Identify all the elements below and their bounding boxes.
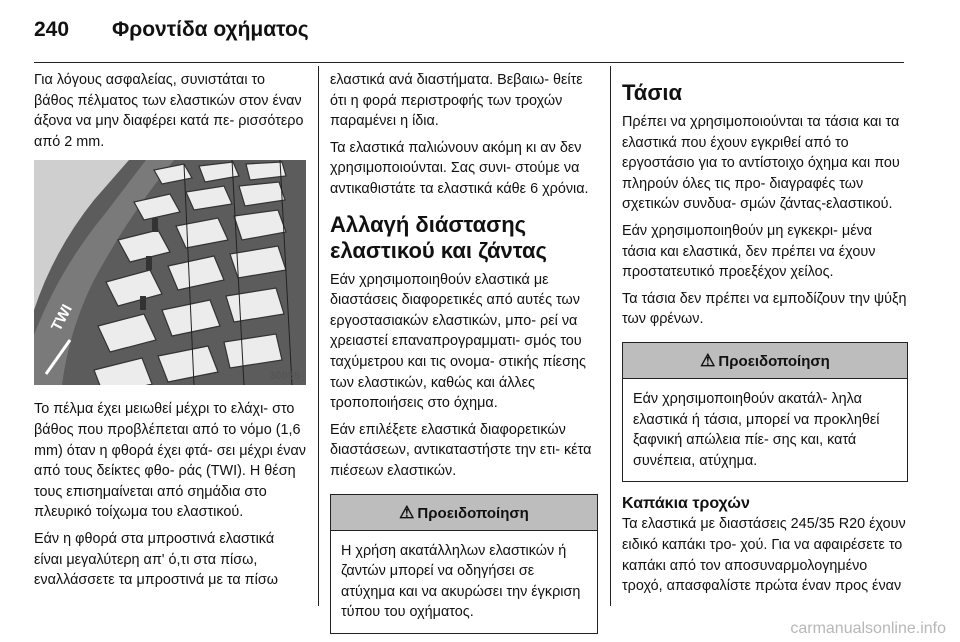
- warning-text: Η χρήση ακατάλληλων ελαστικών ή ζαντών μπορεί να οδηγήσει σε ατύχημα και να ακυρώσει την έγκριση τύπου του οχήματος.: [341, 542, 581, 621]
- column-divider: [318, 66, 319, 606]
- page-header: [34, 18, 309, 48]
- paragraph: Το πέλμα έχει μειωθεί μέχρι το ελάχι- στο βάθος που προβλέπεται από το νόμο (1,6 mm) όταν η φθορά έχει φτά- σει μέχρι έναν από τους δείκτες φθο- ράς (TWI). Η θέση τους επισημαίνεται από σημάδια στο πλευρικό τοίχωμα του ελαστικού.: [34, 401, 306, 521]
- paragraph: Τα ελαστικά παλιώνουν ακόμη κι αν δεν χρησιμοποιούνται. Σας συνι- στούμε να αντικαθιστάτε τα ελαστικά κάθε 6 χρόνια.: [330, 139, 589, 197]
- warning-box: [330, 494, 598, 634]
- tire-tread-drawing: [34, 160, 306, 385]
- paragraph: Για λόγους ασφαλείας, συνιστάται το βάθος πέλματος των ελαστικών στον έναν άξονα να μην διαφέρει κατά πε- ρισσότερο από 2 mm.: [34, 72, 304, 150]
- paragraph: Εάν επιλέξετε ελαστικά διαφορετικών διαστάσεων, αντικαταστήστε την ετι- κέτα πιέσεων ελαστικών.: [330, 421, 592, 479]
- subsection-heading: Καπάκια τροχών: [622, 495, 750, 513]
- paragraph: Τα τάσια δεν πρέπει να εμποδίζουν την ψύξη των φρένων.: [622, 290, 907, 328]
- paragraph: ελαστικά ανά διαστήματα. Βεβαιω- θείτε ότι η φορά περιστροφής των τροχών παραμένει η ίδια.: [330, 72, 583, 130]
- watermark: carmanualsonline.info: [790, 620, 946, 637]
- section-heading: Αλλαγή διάστασης ελαστικού και ζάντας: [330, 211, 547, 263]
- paragraph: Εάν η φθορά στα μπροστινά ελαστικά είναι μεγαλύτερη απ' ό,τι στα πίσω, εναλλάσσετε τα μπροστινά με τα πίσω: [34, 530, 278, 589]
- page-number: 240: [34, 18, 70, 41]
- paragraph: Εάν χρησιμοποιηθούν μη εγκεκρι- μένα τάσια και ελαστικά, δεν πρέπει να έχουν προστατευτικό προεξέχον χείλος.: [622, 222, 876, 281]
- warning-title: Προειδοποίηση: [718, 352, 830, 370]
- paragraph: Τα ελαστικά με διαστάσεις 245/35 R20 έχουν ειδικό καπάκι τρο- χού. Για να αφαιρέσετε το καπάκι από τον αποσυναρμολογημένο τροχό, απασφαλίστε πρώτα έναν προς έναν: [622, 516, 906, 595]
- column-divider: [610, 66, 611, 606]
- paragraph: Πρέπει να χρησιμοποιούνται τα τάσια και τα ελαστικά που έχουν εγκριθεί από το εργοστάσιο για το αντίστοιχο όχημα και που πληρούν όλες τις προ- διαγραφές των σχετικών συνδυα- σμών ζάντας-ελαστικού.: [622, 114, 900, 213]
- header-rule: [34, 62, 904, 63]
- paragraph: Εάν χρησιμοποιηθούν ελαστικά με διαστάσεις διαφορετικές από αυτές των εργοστασιακών ελαστικών, μπο- ρεί να χρειαστεί επαναπρογραμματι- σμός του ταχύμετρου και τις ονομα- στικής πίεσης των ελαστικών, καθώς και άλλες τροποποιήσεις στο όχημα.: [330, 271, 586, 412]
- twi-label: TWI: [48, 302, 76, 335]
- tire-tread-illustration: [34, 160, 306, 385]
- column-3: [622, 70, 908, 603]
- warning-triangle-icon: ⚠: [700, 350, 716, 370]
- warning-box: [622, 342, 908, 482]
- warning-text: Εάν χρησιμοποιηθούν ακατάλ- ληλα ελαστικά ή τάσια, μπορεί να προκληθεί ξαφνική απώλεια πίε- σης και, κατά συνέπεια, ατύχημα.: [633, 390, 880, 469]
- page-title: Φροντίδα οχήματος: [112, 18, 309, 41]
- warning-header: [331, 495, 597, 531]
- warning-triangle-icon: ⚠: [399, 502, 415, 522]
- column-1: [34, 70, 306, 597]
- column-2: [330, 70, 598, 634]
- section-heading: Τάσια: [622, 80, 683, 105]
- warning-header: [623, 343, 907, 379]
- warning-title: Προειδοποίηση: [417, 504, 529, 522]
- figure-number: 30055: [269, 370, 300, 383]
